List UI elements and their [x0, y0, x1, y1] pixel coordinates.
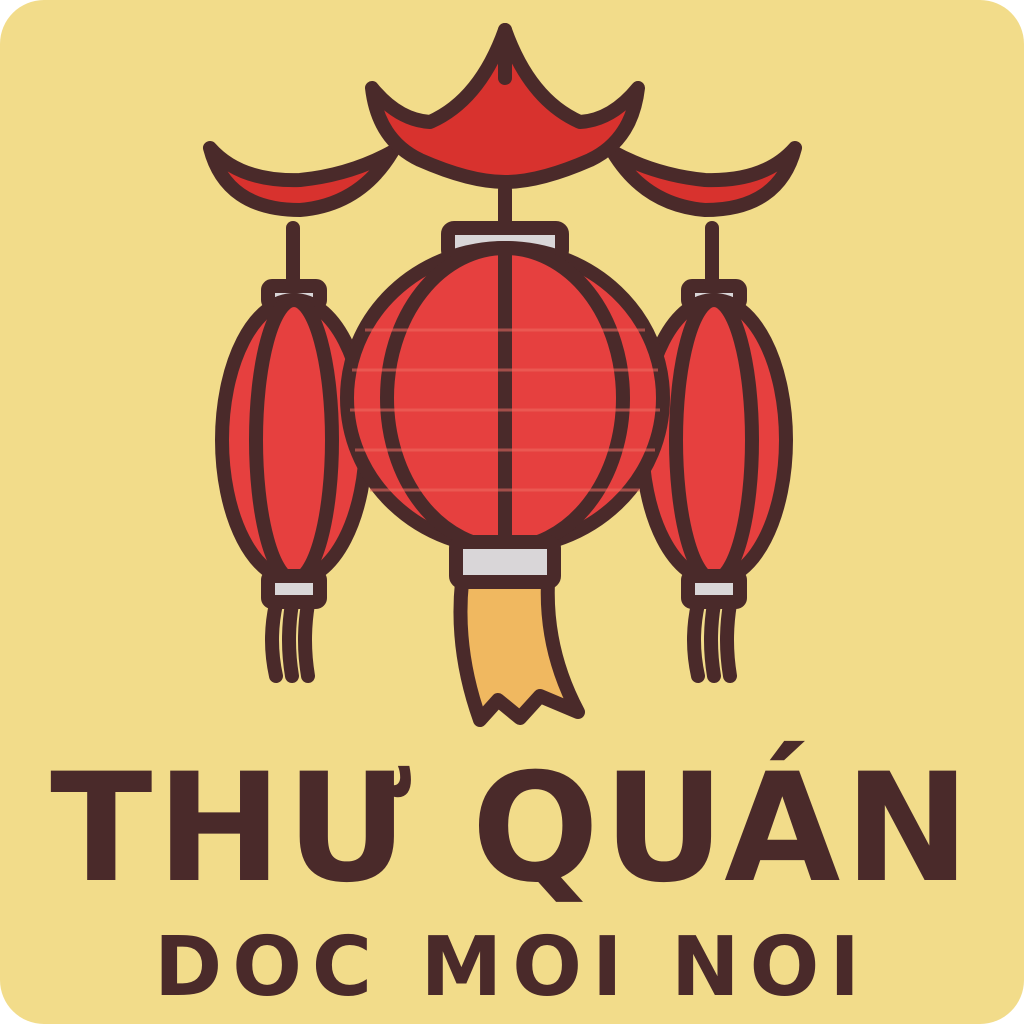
- brand-tagline: DOC MOI NOI: [154, 920, 870, 1015]
- brand-title: THƯ QUÁN: [50, 742, 974, 916]
